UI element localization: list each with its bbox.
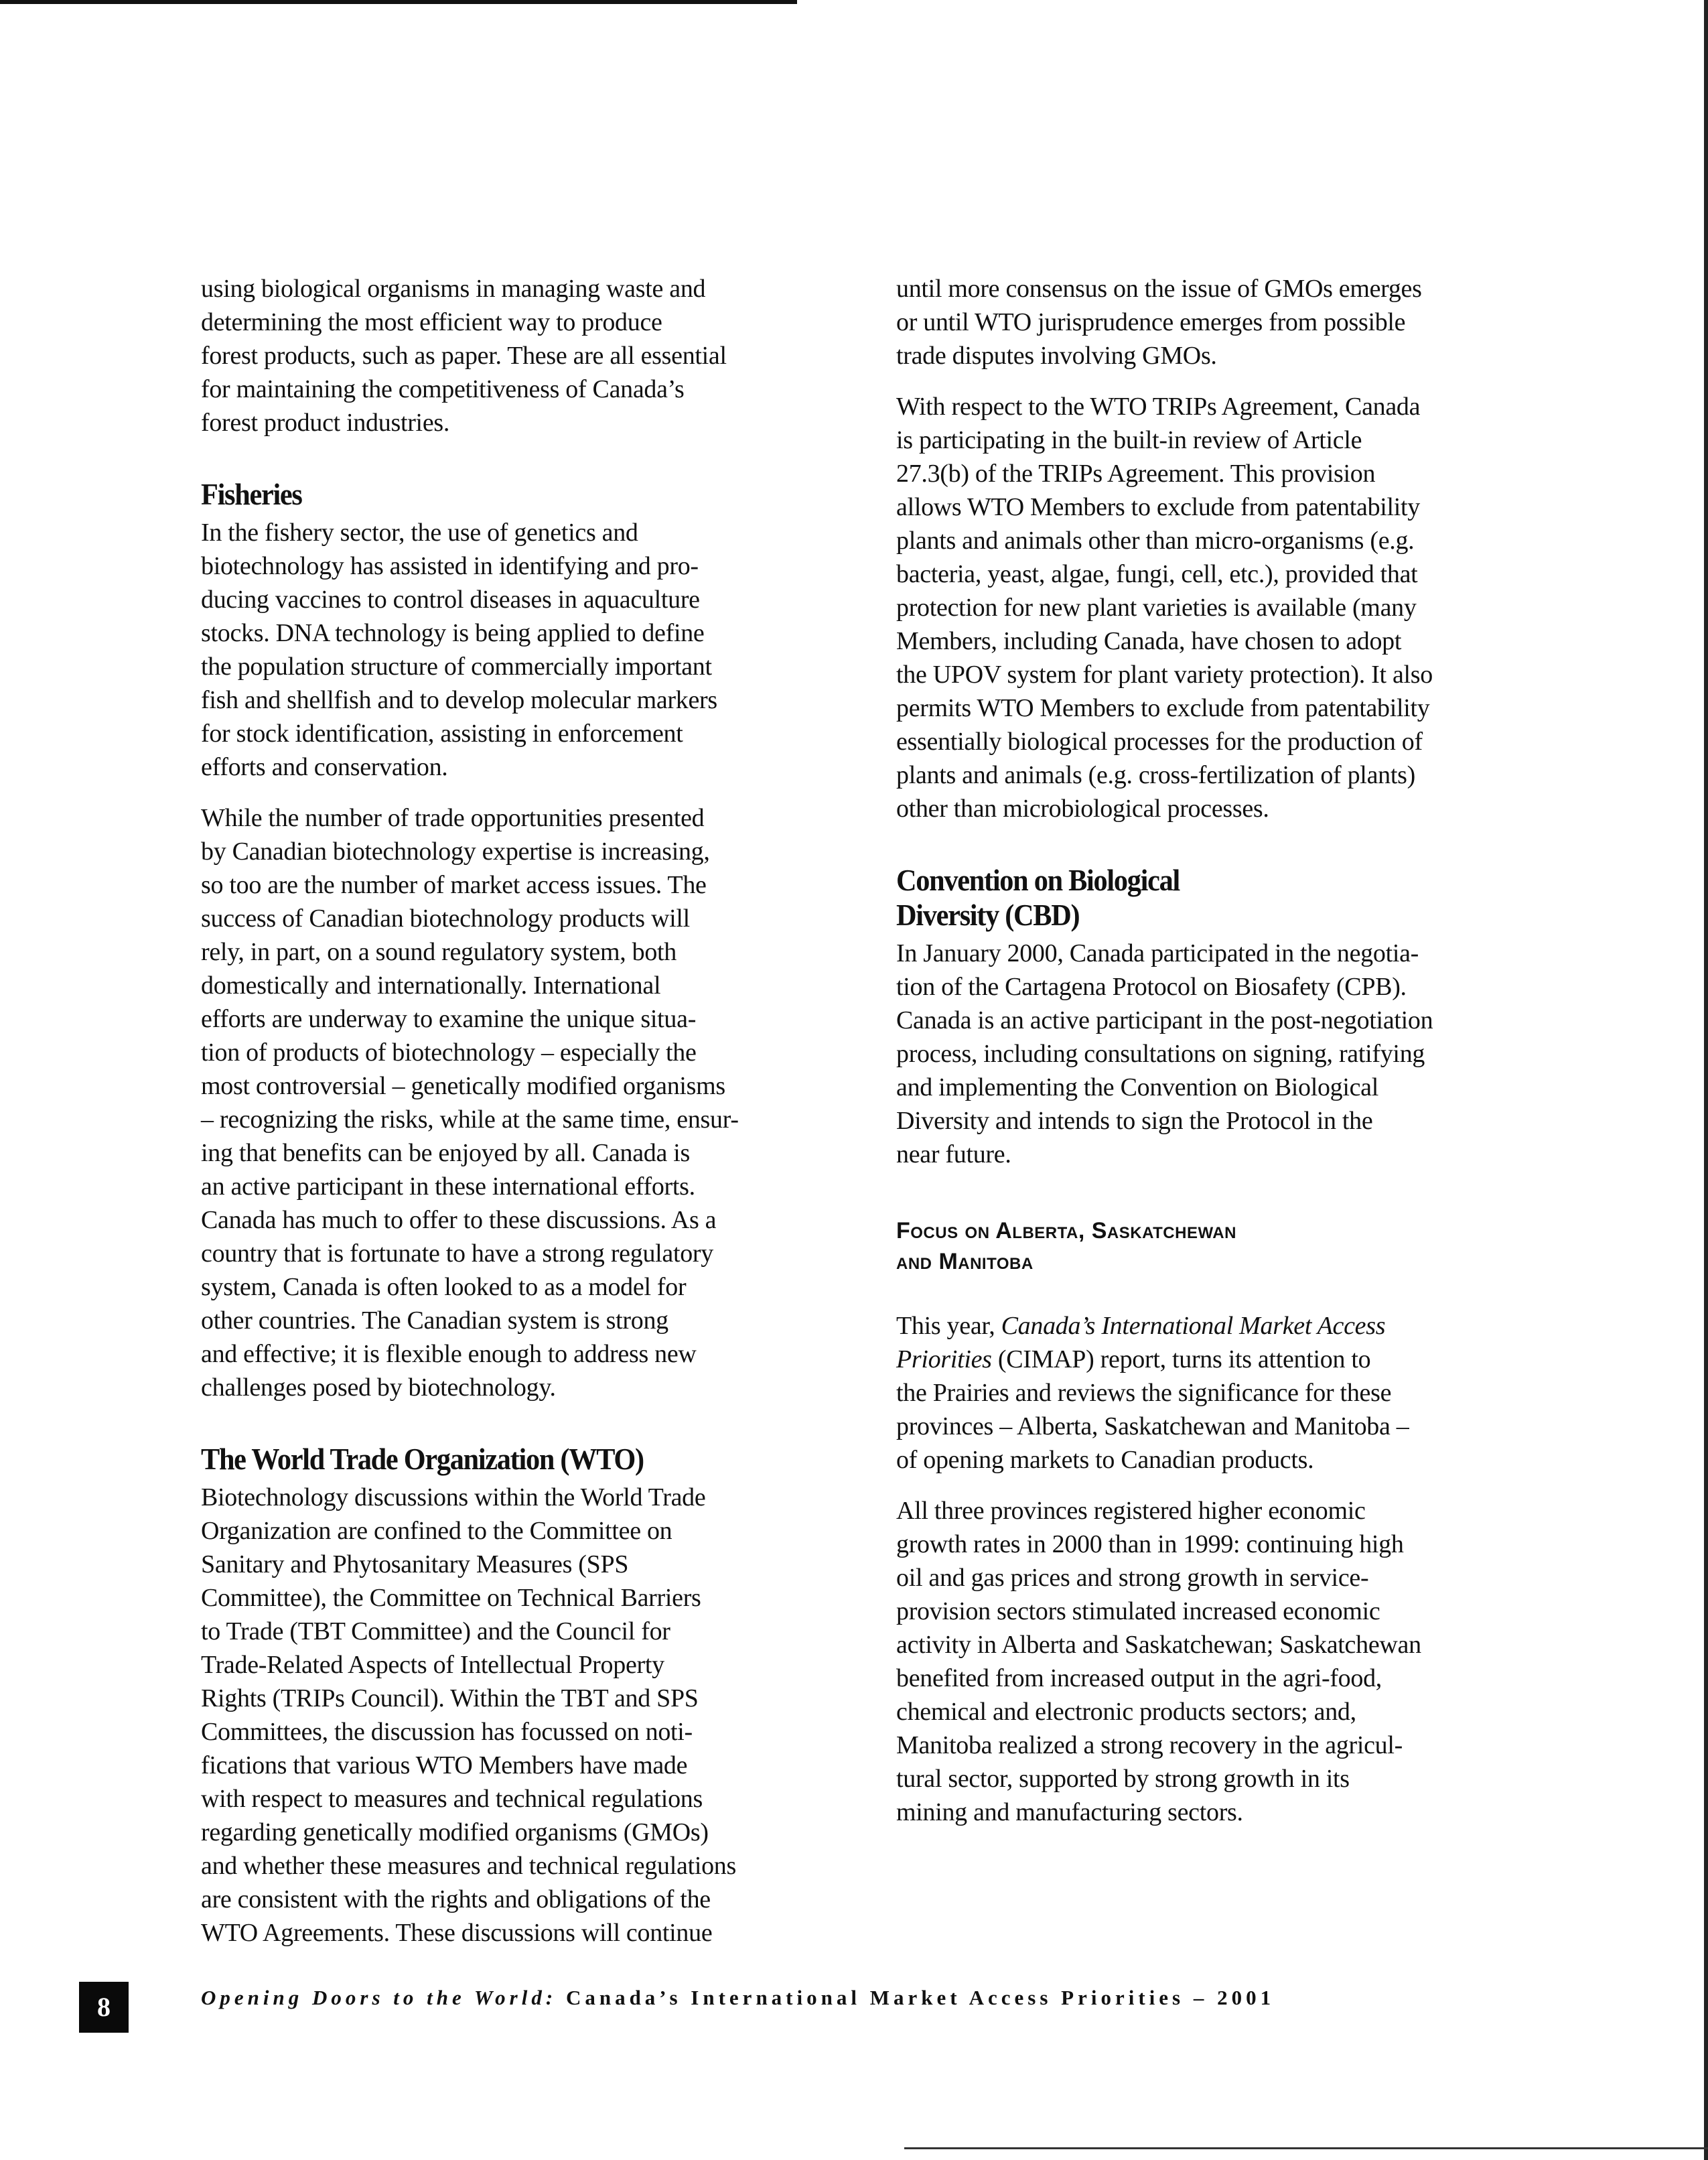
footer-title-italic: Opening Doors to the World: — [201, 1986, 557, 2009]
intro-paragraph: using biological organisms in managing waste and determining the most efficient way to produce forest products, such as paper. These are all essential for maintaining the competitiveness of Canada’s forest product industries. — [201, 275, 727, 437]
focus-paragraph-2: All three provinces registered higher economic growth rates in 2000 than in 1999: continuing high oil and gas prices and strong growth in service- provision sectors stimulated increased economic activity in Alberta and Saskatchewan; Saskatchewan benefited from increased output in the agri-food, chemical and electronic products sectors; and, Manitoba realized a strong recovery in the agricul- tural sector, supported by strong growth in its mining and manufacturing sectors. — [896, 1497, 1421, 1826]
continued-paragraph: until more consensus on the issue of GMOs emerges or until WTO jurisprudence emerges from possible trade disputes involving GMOs. — [896, 275, 1422, 370]
left-column — [201, 272, 804, 1967]
report-title-italic: Canada’s International Market Access Priorities — [896, 1312, 1386, 1373]
trips-paragraph: With respect to the WTO TRIPs Agreement, Canada is participating in the built-in review of Article 27.3(b) of the TRIPs Agreement. This provision allows WTO Members to exclude from patentability plants and animals other than micro-organisms (e.g. bacteria, yeast, algae, fungi, cell, etc.), provided that protection for new plant varieties is available (many Members, including Canada, have chosen to adopt the UPOV system for plant variety protection). It also permits WTO Members to exclude from patentability essentially biological processes for the production of plants and animals (e.g. cross-fertilization of plants) other than microbiological processes. — [896, 393, 1433, 823]
focus-heading: Focus on Alberta, Saskatchewan and Manitoba — [896, 1218, 1236, 1274]
running-footer — [201, 1986, 1474, 2010]
cbd-paragraph-1: In January 2000, Canada participated in the negotia- tion of the Cartagena Protocol on Biosafety (CPB). Canada is an active participant in the post-negotiation process, including consultations on signing, ratifying and implementing the Convention on Biological Diversity and intends to sign the Protocol in the near future. — [896, 939, 1433, 1168]
focus-paragraph-1 — [896, 1309, 1509, 1477]
focus-paragraph-1-rest: (CIMAP) report, turns its attention to the Prairies and reviews the significance for these provinces – Alberta, Saskatchewan and Manitoba – of opening markets to Canadian products. — [896, 1345, 1409, 1474]
wto-heading: The World Trade Organization (WTO) — [201, 1442, 644, 1476]
page-number: 8 — [79, 1982, 129, 2033]
fisheries-paragraph-1: In the fishery sector, the use of genetics and biotechnology has assisted in identifying and pro- ducing vaccines to control diseases in aquaculture stocks. DNA technology is being applied to define the population structure of commercially important fish and shellfish and to develop molecular markers for stock identification, assisting in enforcement efforts and conservation. — [201, 519, 717, 781]
right-edge-rule — [1704, 0, 1708, 2160]
cbd-heading: Convention on Biological Diversity (CBD) — [896, 863, 1180, 932]
footer-title-rest: Canada’s International Market Access Priorities – 2001 — [557, 1986, 1275, 2009]
fisheries-paragraph-2: While the number of trade opportunities presented by Canadian biotechnology expertise is increasing, so too are the number of market access issues. The success of Canadian biotechnology products will rely, in part, on a sound regulatory system, both domestically and internationally. International efforts are underway to examine the unique situa- tion of products of biotechnology – especially the most controversial – genetically modified organisms – recognizing the risks, while at the same time, ensur- ing that benefits can be enjoyed by all. Canada is an active participant in these international efforts. Canada has much to offer to these discussions. As a country that is fortunate to have a strong regulatory system, Canada is often looked to as a model for other countries. The Canadian system is strong and effective; it is flexible enough to address new challenges posed by biotechnology. — [201, 804, 739, 1402]
bottom-rule — [904, 2147, 1708, 2149]
right-column — [896, 272, 1509, 1846]
top-rule — [0, 0, 797, 4]
fisheries-heading: Fisheries — [201, 477, 302, 511]
focus-paragraph-1-lead: This year, — [896, 1312, 1001, 1340]
wto-paragraph-1: Biotechnology discussions within the World Trade Organization are confined to the Committee on Sanitary and Phytosanitary Measures (SPS Committee), the Committee on Technical Barriers to Trade (TBT Committee) and the Council for Trade-Related Aspects of Intellectual Property Rights (TRIPs Council). Within the TBT and SPS Committees, the discussion has focussed on noti- fications that various WTO Members have made with respect to measures and technical regulations regarding genetically modified organisms (GMOs) and whether these measures and technical regulations are consistent with the rights and obligations of the WTO Agreements. These discussions will continue — [201, 1483, 736, 1947]
